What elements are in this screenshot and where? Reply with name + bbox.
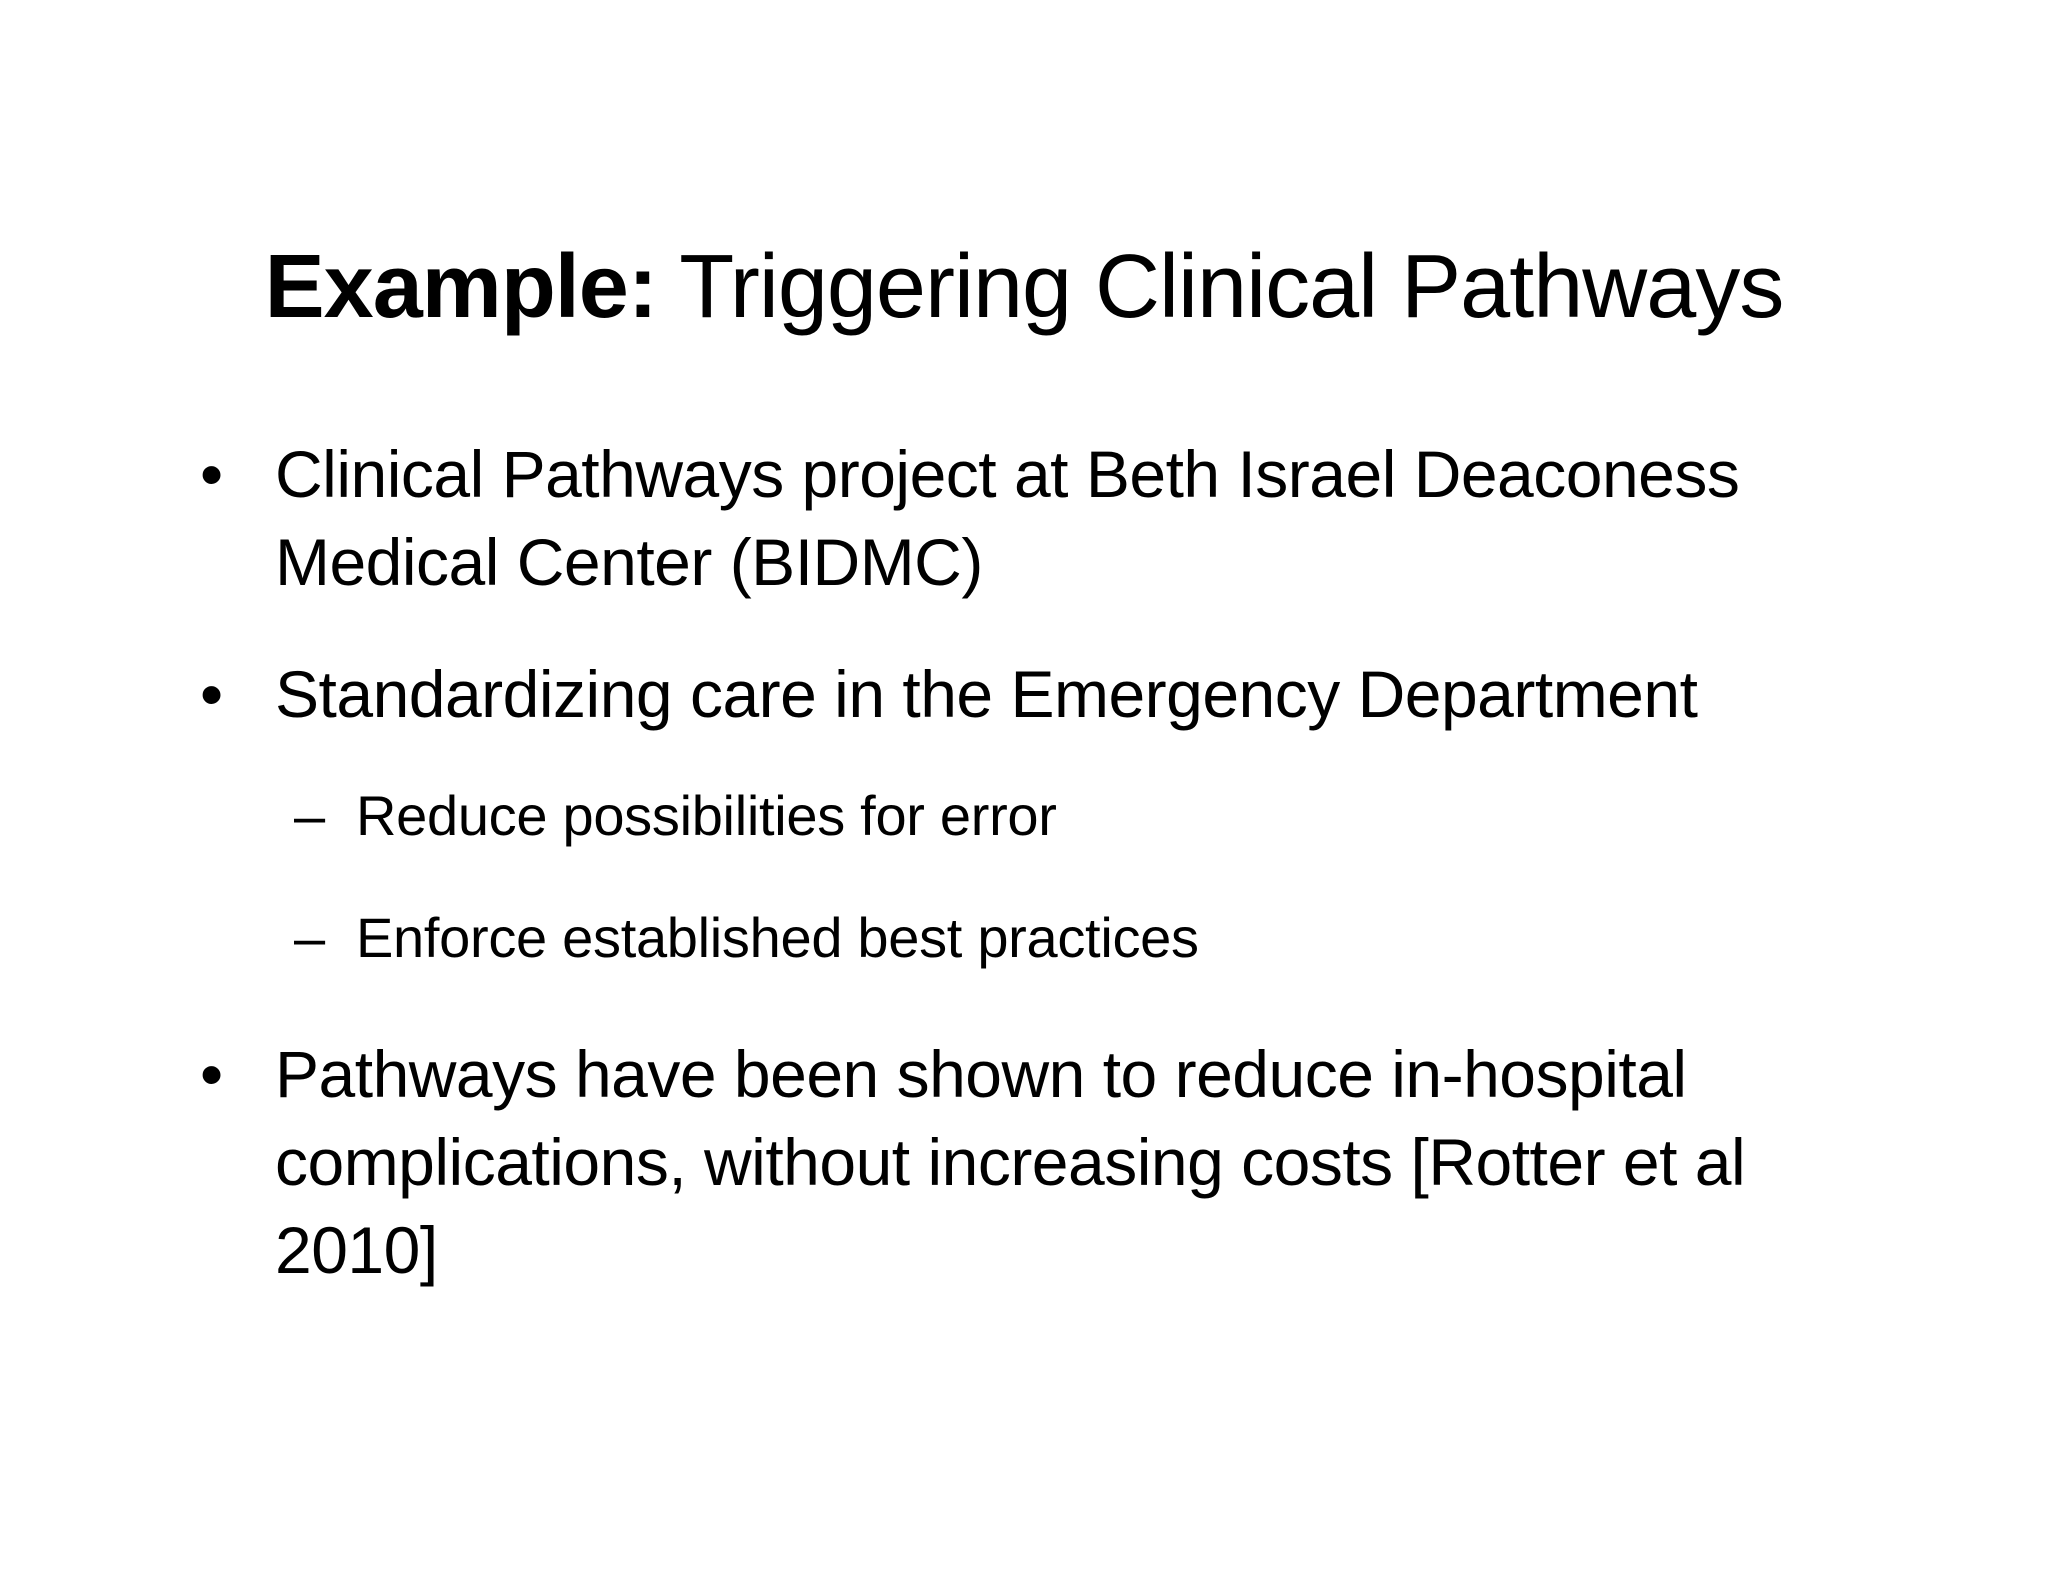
bullet-item — [200, 1030, 1895, 1294]
sub-bullet-dash-icon: – — [294, 906, 325, 969]
sub-bullet-text: Enforce established best practices — [356, 906, 1199, 969]
sub-bullet-item — [294, 780, 1856, 852]
bullet-item — [200, 430, 1895, 606]
bullet-dot-icon: • — [200, 437, 223, 511]
slide-title-rest: Triggering Clinical Pathways — [679, 237, 1784, 337]
sub-bullet-dash-icon: – — [294, 784, 325, 847]
bullet-dot-icon: • — [200, 1037, 223, 1111]
bullet-text: Clinical Pathways project at Beth Israel Deaconess Medical Center (BIDMC) — [275, 437, 1740, 599]
sub-bullet-text: Reduce possibilities for error — [356, 784, 1057, 847]
slide-title-bold: Example: — [264, 237, 657, 337]
bullet-text: Standardizing care in the Emergency Department — [275, 657, 1698, 731]
bullet-text: Pathways have been shown to reduce in-hospital complications, without increasing costs [Rotter et al 2010] — [275, 1037, 1746, 1287]
bullet-item — [200, 650, 1895, 738]
bullet-dot-icon: • — [200, 657, 223, 731]
sub-bullet-item — [294, 902, 1856, 974]
